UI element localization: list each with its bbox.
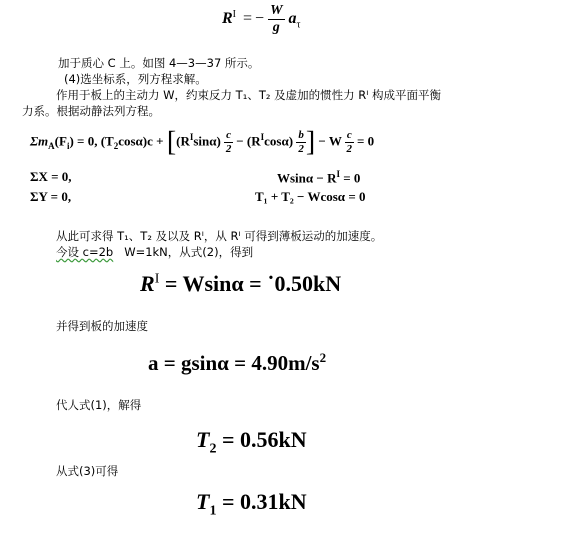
equation-t2-result: $T_2 = 0.56kN$ (196, 427, 307, 457)
equation-moment: $\Sigma m_A(F_i) = 0$, $(T_2\cos\alpha)c + [(R^I\sin\alpha)$ $\frac{c}{2}$ − $(R^I\cos\alpha)$ $\frac{b}{2}$ ] − W $\frac{c}{2}$ = 0 (30, 126, 375, 158)
equation-sum-x-left: ΣX = 0, (30, 169, 72, 184)
fraction-b-over-2: $\frac{b}{2}$ (298, 129, 304, 155)
fraction-w-over-g: $\frac{W}{g}$ (270, 3, 283, 35)
equation-sum-y-right: T₁ + T₂ − Wcosα = 0 (255, 189, 366, 204)
equation-inertia-force: $R^I$ = − $\frac{W}{g}$ $a_\tau$ (222, 3, 301, 35)
text-para-3a: 作用于板上的主动力 W，约束反力 T₁、T₂ 及虚加的惯性力 Rᴵ 构成平面平衡 (56, 88, 442, 102)
equation-accel-result: $a = gsin\alpha = 4.90m/s^2$ (148, 350, 327, 375)
fraction-c-over-2-b: $\frac{c}{2}$ (346, 129, 353, 155)
fraction-c-over-2: $\frac{c}{2}$ (225, 129, 232, 155)
equation-sum-y-left: ΣY = 0, (30, 189, 72, 204)
text-from-eq3: 从式(3)可得 (56, 464, 119, 478)
equation-t1-result: $T_1 = 0.31kN$ (196, 489, 307, 519)
text-para-4a: 从此可求得 T₁、T₂ 及以及 Rᴵ，从 Rᴵ 可得到薄板运动的加速度。 (56, 229, 383, 243)
text-line-2: (4)选坐标系，列方程求解。 (64, 72, 207, 86)
text-substitute: 代人式(1)，解得 (56, 398, 142, 412)
equation-sum-x-right: $Wsin\alpha - R^I = 0$ (277, 169, 361, 186)
text-para-3b: 力系。根据动静法列方程。 (22, 104, 160, 118)
text-accel: 并得到板的加速度 (56, 319, 148, 333)
text-line-1: 加于质心 C 上。如图 4—3—37 所示。 (58, 56, 260, 70)
equation-r-result: $R^I = Wsin\alpha$ = ˙0.50kN (140, 271, 342, 296)
text-para-4b: 今设 c=2b W=1kN，从式(2)，得到 (56, 245, 254, 259)
